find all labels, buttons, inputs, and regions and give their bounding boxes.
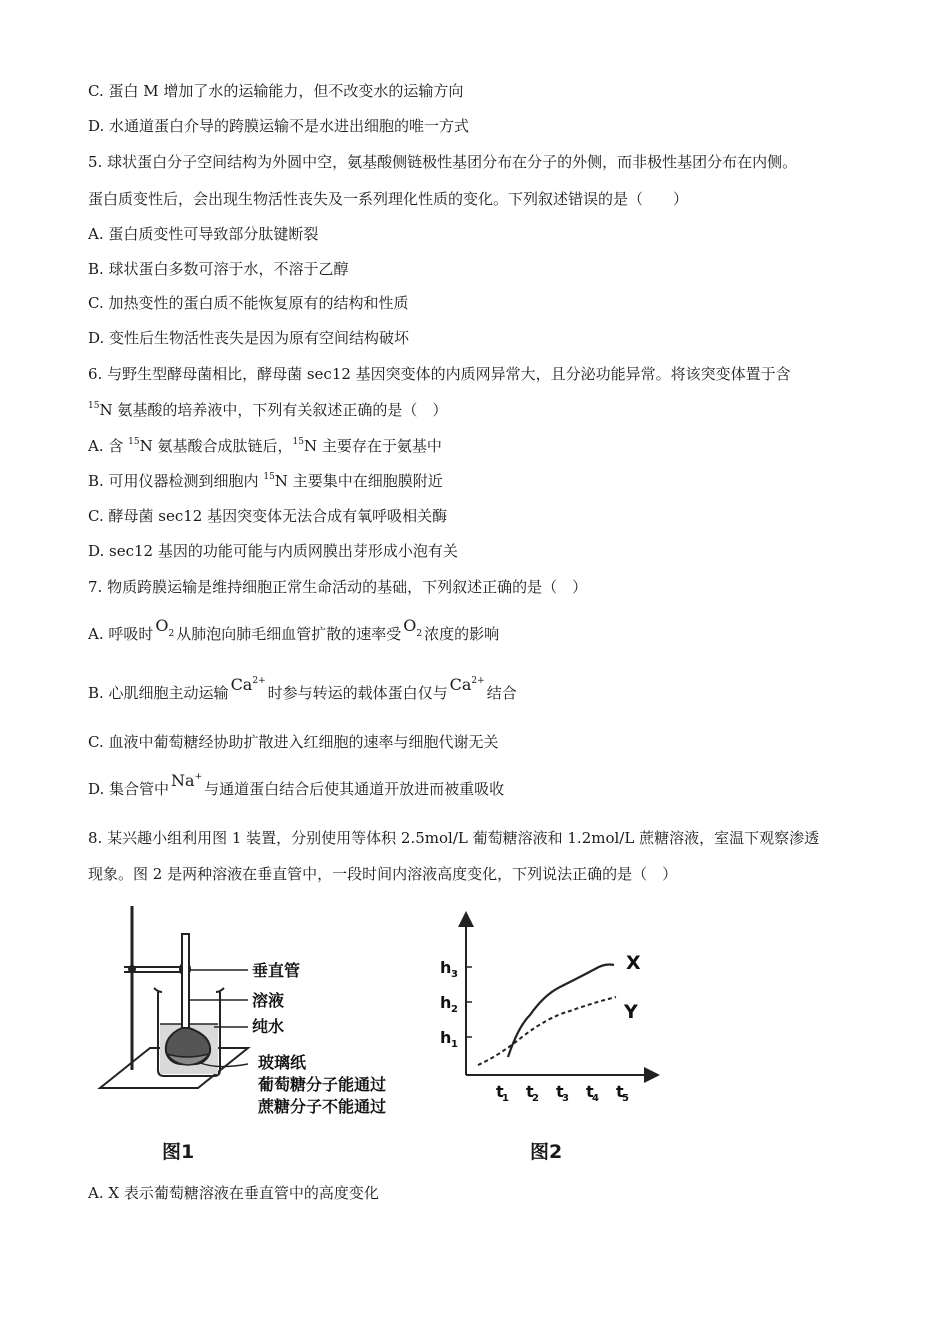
svg-text:h: h: [440, 958, 452, 977]
label-cellophane: 玻璃纸: [258, 1053, 307, 1072]
x-tick-t3: [556, 1082, 569, 1104]
svg-text:t: t: [496, 1082, 504, 1101]
figure-1-apparatus: [90, 900, 420, 1125]
q6-option-a: A. 含 $^{15}$N 氨基酸合成肽链后，$^{15}$N 主要存在于氨基中: [88, 437, 442, 455]
svg-text:2: 2: [451, 1004, 458, 1015]
series-y-label: Y: [624, 1001, 638, 1023]
q7-option-c: C. 血液中葡萄糖经协助扩散进入红细胞的速率与细胞代谢无关: [88, 733, 499, 751]
q8-stem-line2: 现象。图 2 是两种溶液在垂直管中，一段时间内溶液高度变化，下列说法正确的是（ ）: [88, 865, 678, 883]
svg-text:2: 2: [532, 1093, 539, 1104]
q5-option-c: C. 加热变性的蛋白质不能恢复原有的结构和性质: [88, 294, 409, 312]
q4-option-c: C. 蛋白 M 增加了水的运输能力，但不改变水的运输方向: [88, 82, 464, 100]
oxygen-formula: $O_2$: [403, 616, 423, 639]
q6-option-c: C. 酵母菌 sec12 基因突变体无法合成有氧呼吸相关酶: [88, 507, 448, 525]
q5-stem-line1: 5. 球状蛋白分子空间结构为外圆中空，氨基酸侧链极性基团分布在分子的外侧，而非极性基团分布在内侧。: [88, 153, 798, 171]
q7-option-a: A. 呼吸时 $O_2$ 从肺泡向肺毛细血管扩散的速率受 $O_2$ 浓度的影响: [88, 616, 500, 643]
svg-text:1: 1: [451, 1039, 458, 1050]
x-tick-t4: [586, 1082, 599, 1104]
series-x-curve: [508, 965, 614, 1058]
q5-option-d: D. 变性后生物活性丧失是因为原有空间结构破坏: [88, 329, 410, 347]
oxygen-formula: $O_2$: [155, 616, 175, 639]
clamp-screw: [128, 965, 136, 973]
q8-stem-line1: 8. 某兴趣小组利用图 1 装置，分别使用等体积 2.5mol/L 葡萄糖溶液和 1.2mol/L 蔗糖溶液，室温下观察渗透: [88, 829, 820, 847]
figure-2-caption: 图2: [530, 1141, 563, 1163]
label-glucose-passes: 葡萄糖分子能通过: [258, 1075, 387, 1094]
svg-text:t: t: [586, 1082, 594, 1101]
q6-stem-line1: 6. 与野生型酵母菌相比，酵母菌 sec12 基因突变体的内质网异常大，且分泌功能异常。将该突变体置于含: [88, 365, 791, 383]
q6-option-d: D. sec12 基因的功能可能与内质网膜出芽形成小泡有关: [88, 542, 458, 560]
svg-text:3: 3: [451, 969, 458, 980]
series-x-label: X: [626, 952, 641, 974]
sodium-ion-formula: Na+: [171, 771, 203, 790]
figure-1-caption: 图1: [162, 1141, 195, 1163]
series-y-curve: [478, 997, 616, 1065]
apparatus-drawing: [90, 900, 420, 1125]
label-sucrose-blocked: 蔗糖分子不能通过: [258, 1097, 387, 1116]
q8-option-a: A. X 表示葡萄糖溶液在垂直管中的高度变化: [88, 1184, 379, 1202]
svg-text:t: t: [616, 1082, 624, 1101]
y-tick-h3: [440, 958, 458, 980]
svg-text:t: t: [526, 1082, 534, 1101]
label-pure-water: 纯水: [252, 1017, 285, 1036]
label-solution: 溶液: [252, 991, 285, 1010]
svg-text:4: 4: [592, 1093, 599, 1104]
x-tick-t2: [526, 1082, 539, 1104]
height-time-graph: [430, 905, 670, 1110]
q5-option-a: A. 蛋白质变性可导致部分肽键断裂: [88, 225, 319, 243]
q5-stem-line2: 蛋白质变性后，会出现生物活性丧失及一系列理化性质的变化。下列叙述错误的是（ ）: [88, 190, 689, 208]
x-tick-t1: [496, 1082, 509, 1104]
q7-option-b: B. 心肌细胞主动运输 $Ca^{2+}$时参与转运的载体蛋白仅与 $Ca^{2+}$结合: [88, 675, 517, 702]
q6-stem-line2: $^{15}$N 氨基酸的培养液中，下列有关叙述正确的是（ ）: [88, 401, 448, 419]
x-tick-t5: [616, 1082, 629, 1104]
isotope-mass: 15: [88, 401, 100, 411]
svg-text:h: h: [440, 993, 452, 1012]
svg-text:h: h: [440, 1028, 452, 1047]
svg-text:5: 5: [622, 1093, 629, 1104]
calcium-ion-formula: $Ca^{2+}$: [230, 675, 266, 694]
label-vertical-tube: 垂直管: [252, 961, 301, 980]
svg-text:t: t: [556, 1082, 564, 1101]
q6-option-b: B. 可用仪器检测到细胞内 $^{15}$N 主要集中在细胞膜附近: [88, 472, 443, 490]
y-tick-h1: [440, 1028, 458, 1050]
q7-stem: 7. 物质跨膜运输是维持细胞正常生命活动的基础，下列叙述正确的是（ ）: [88, 578, 588, 596]
q4-option-d: D. 水通道蛋白介导的跨膜运输不是水进出细胞的唯一方式: [88, 117, 470, 135]
svg-text:1: 1: [502, 1093, 509, 1104]
y-tick-h2: [440, 993, 458, 1015]
q7-option-d: D. 集合管中 Na+与通道蛋白结合后使其通道开放进而被重吸收: [88, 771, 505, 798]
svg-text:3: 3: [562, 1093, 569, 1104]
figure-2-graph: [430, 905, 670, 1110]
q5-option-b: B. 球状蛋白多数可溶于水，不溶于乙醇: [88, 260, 349, 278]
calcium-ion-formula: $Ca^{2+}$: [449, 675, 485, 694]
vertical-tube: [182, 934, 189, 1036]
